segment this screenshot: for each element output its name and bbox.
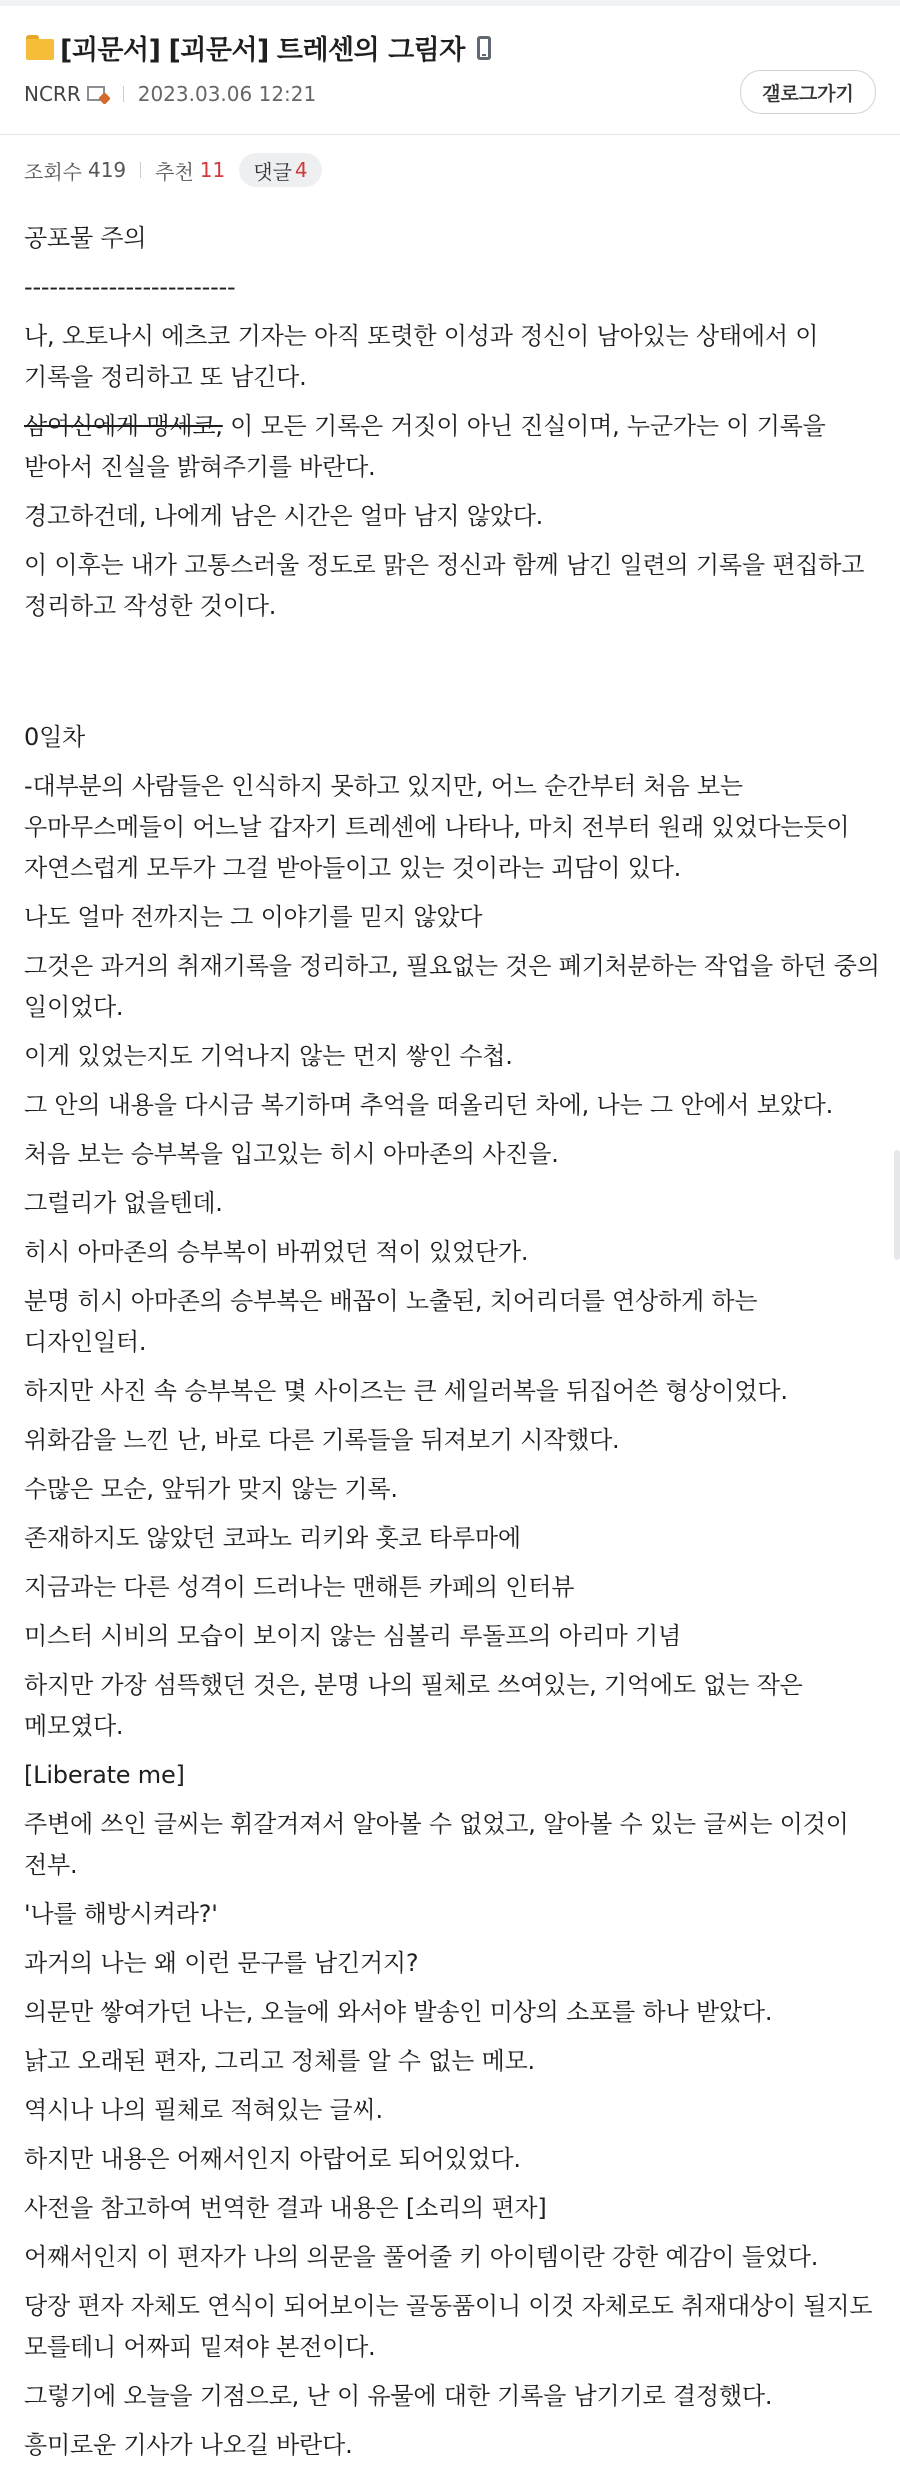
divider-line: ------------------------- xyxy=(24,273,236,301)
body-line: 의문만 쌓여가던 나는, 오늘에 와서야 발송인 미상의 소포를 하나 받았다. xyxy=(24,1998,773,2026)
body-line: 히시 아마존의 승부복이 바뀌었던 적이 있었단가. xyxy=(24,1238,529,1266)
body-line: 수많은 모순, 앞뒤가 맞지 않는 기록. xyxy=(24,1475,398,1503)
body-line: -대부분의 사람들은 인식하지 못하고 있지만, 어느 순간부터 처음 보는 우마무스메들이 어느날 갑자기 트레센에 나타나, 마치 전부터 원래 있었다는듯이 자연스럽게 모두가 그걸 받아들이고 있는 것이라는 괴담이 있다. xyxy=(24,772,850,882)
post-stats xyxy=(24,152,322,188)
stats-divider xyxy=(140,162,141,178)
mobile-phone-icon xyxy=(477,36,491,60)
body-line: 그럴리가 없을텐데. xyxy=(24,1189,223,1217)
intro-line-4: 이 이후는 내가 고통스러울 정도로 맑은 정신과 함께 남긴 일련의 기록을 편집하고 정리하고 작성한 것이다. xyxy=(24,551,865,620)
writer-badge-icon xyxy=(87,85,109,103)
title-prefix: [괴문서] xyxy=(60,35,161,66)
body-line: 위화감을 느낀 난, 바로 다른 기록들을 뒤져보기 시작했다. xyxy=(24,1426,620,1454)
post-title xyxy=(24,28,491,67)
post-date: 2023.03.06 12:21 xyxy=(137,82,317,106)
body-line: 하지만 가장 섬뜩했던 것은, 분명 나의 필체로 쓰여있는, 기억에도 없는 작은 메모였다. xyxy=(24,1671,803,1740)
views-label: 조회수 xyxy=(24,159,82,184)
views-count: 419 xyxy=(87,158,127,182)
warning-line: 공포물 주의 xyxy=(24,224,147,252)
body-line: 처음 보는 승부복을 입고있는 히시 아마존의 사진을. xyxy=(24,1140,559,1168)
intro-line-2 xyxy=(24,406,880,488)
body-line: 지금과는 다른 성격이 드러나는 맨해튼 카페의 인터뷰 xyxy=(24,1573,575,1601)
likes-count: 11 xyxy=(199,158,226,182)
post-body xyxy=(24,218,880,2474)
body-line: 그것은 과거의 취재기록을 정리하고, 필요없는 것은 폐기처분하는 작업을 하던 중의 일이었다. xyxy=(24,952,880,1021)
meta-divider xyxy=(123,86,124,102)
body-line: 흥미로운 기사가 나오길 바란다. xyxy=(24,2431,353,2459)
author-name[interactable]: NCRR xyxy=(24,82,81,106)
gallog-button[interactable]: 갤로그가기 xyxy=(740,70,876,114)
title-tag: [괴문서] xyxy=(168,35,269,66)
body-line: 하지만 사진 속 승부복은 몇 사이즈는 큰 세일러복을 뒤집어쓴 형상이었다. xyxy=(24,1377,788,1405)
body-line: 과거의 나는 왜 이런 문구를 남긴거지? xyxy=(24,1949,419,1977)
body-line: 그 안의 내용을 다시금 복기하며 추억을 떠올리던 차에, 나는 그 안에서 보았다. xyxy=(24,1091,834,1119)
comments-button[interactable] xyxy=(239,153,321,187)
body-line: 주변에 쓰인 글씨는 휘갈겨져서 알아볼 수 없었고, 알아볼 수 있는 글씨는 이것이 전부. xyxy=(24,1810,849,1879)
body-line: 이게 있었는지도 기억나지 않는 먼지 쌓인 수첩. xyxy=(24,1042,513,1070)
page-scrollbar[interactable] xyxy=(894,1150,900,1260)
body-line: 사전을 참고하여 번역한 결과 내용은 [소리의 편자] xyxy=(24,2194,547,2222)
body-line: 존재하지도 않았던 코파노 리키와 홋코 타루마에 xyxy=(24,1524,521,1552)
body-line: 분명 히시 아마존의 승부복은 배꼽이 노출된, 치어리더를 연상하게 하는 디자인일터. xyxy=(24,1287,758,1356)
comments-count: 4 xyxy=(294,158,308,182)
blank-spacer xyxy=(24,635,880,717)
body-line: 낡고 오래된 편자, 그리고 정체를 알 수 없는 메모. xyxy=(24,2047,535,2075)
intro-line-1: 나, 오토나시 에츠코 기자는 아직 또렷한 이성과 정신이 남아있는 상태에서 이 기록을 정리하고 또 남긴다. xyxy=(24,322,819,391)
intro-line-3: 경고하건데, 나에게 남은 시간은 얼마 남지 않았다. xyxy=(24,502,544,530)
likes-label: 추천 xyxy=(155,159,194,184)
title-text: 트레센의 그림자 xyxy=(276,35,465,66)
body-line: 나도 얼마 전까지는 그 이야기를 믿지 않았다 xyxy=(24,903,483,931)
body-line: 역시나 나의 필체로 적혀있는 글씨. xyxy=(24,2096,383,2124)
body-line: 당장 편자 자체도 연식이 되어보이는 골동품이니 이것 자체로도 취재대상이 될지도 모를테니 어짜피 밑져야 본전이다. xyxy=(24,2292,873,2361)
comments-label: 댓글 xyxy=(253,159,292,184)
post-header xyxy=(0,6,900,135)
folder-icon xyxy=(24,34,58,62)
body-line: 어째서인지 이 편자가 나의 의문을 풀어줄 키 아이템이란 강한 예감이 들었다. xyxy=(24,2243,819,2271)
day-heading: 0일차 xyxy=(24,723,86,751)
body-line: '나를 해방시켜라?' xyxy=(24,1900,218,1928)
post-meta xyxy=(24,82,316,106)
body-line: [Liberate me] xyxy=(24,1761,185,1789)
body-line: 하지만 내용은 어째서인지 아랍어로 되어있었다. xyxy=(24,2145,521,2173)
intro-line-2-rest: 이 모든 기록은 거짓이 아닌 진실이며, 누군가는 이 기록을 받아서 진실을 밝혀주기를 바란다. xyxy=(24,412,826,481)
body-line: 미스터 시비의 모습이 보이지 않는 심볼리 루돌프의 아리마 기념 xyxy=(24,1622,682,1650)
struck-text: 삼여신에게 맹세코, xyxy=(24,412,223,440)
body-line: 그렇기에 오늘을 기점으로, 난 이 유물에 대한 기록을 남기기로 결정했다. xyxy=(24,2382,773,2410)
